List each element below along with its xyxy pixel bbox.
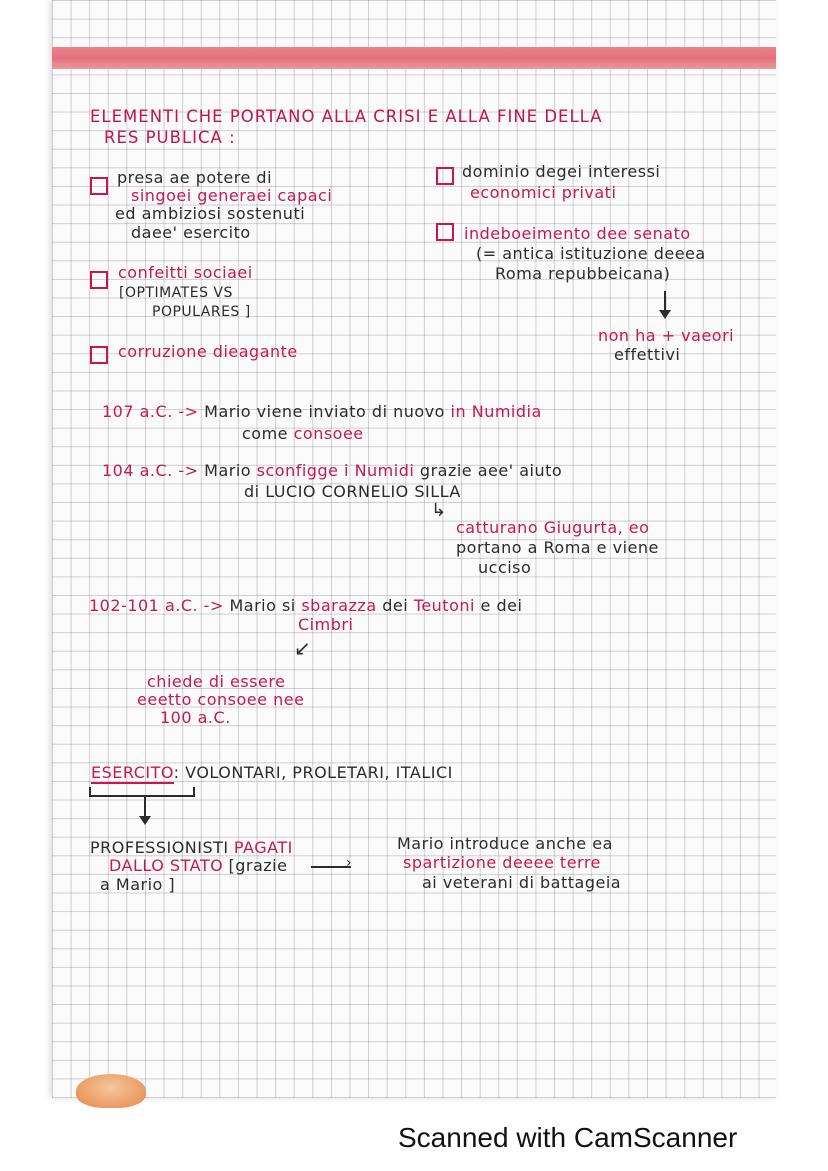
checkbox-senate[interactable] <box>436 223 454 241</box>
checkbox-power[interactable] <box>90 177 108 195</box>
giugurta-2: portano a Roma e viene <box>456 538 659 557</box>
timeline-102-cimbri: Cimbri <box>298 615 354 634</box>
consul-2: eeetto consoee nee <box>137 690 305 709</box>
cause-conflicts-2: [OPTIMATES VS <box>119 285 233 301</box>
checkbox-corruption[interactable] <box>90 346 108 364</box>
notebook-page <box>52 0 776 1098</box>
title-line-2: RES PUBLICA : <box>104 128 236 147</box>
cause-power-3: ed ambiziosi sostenuti <box>115 204 306 223</box>
checkbox-economic[interactable] <box>436 167 454 185</box>
professionals-2: DALLO STATO [grazie <box>109 856 288 875</box>
right-arrow-line <box>311 866 351 868</box>
cause-economic-1: dominio degei interessi <box>462 162 661 181</box>
checkbox-conflicts[interactable] <box>90 271 108 289</box>
timeline-107-cont: come consoee <box>242 424 364 443</box>
giugurta-1: catturano Giugurta, eo <box>456 518 650 537</box>
consul-1: chiede di essere <box>147 672 286 691</box>
timeline-102: 102-101 a.C. -> Mario si sbarazza dei Teutoni e dei <box>89 596 523 615</box>
cause-power-2: singoei generaei capaci <box>131 186 333 205</box>
senate-result-2: effettivi <box>614 345 681 364</box>
cause-senate-2: (= antica istituzione deeea <box>476 244 706 263</box>
timeline-104-cont: di LUCIO CORNELIO SILLA <box>244 482 461 501</box>
consul-3: 100 a.C. <box>160 708 231 727</box>
mario-land-3: ai veterani di battageia <box>422 873 622 892</box>
mario-land-1: Mario introduce anche ea <box>397 834 613 853</box>
corner-arrow-icon: ↳ <box>431 500 447 521</box>
cause-corruption: corruzione dieagante <box>118 342 298 361</box>
finger-thumb <box>76 1074 146 1108</box>
army-line: ESERCITO: VOLONTARI, PROLETARI, ITALICI <box>91 763 453 782</box>
diagonal-arrow-icon: ↙ <box>294 636 312 660</box>
title-line-1: ELEMENTI CHE PORTANO ALLA CRISI E ALLA FINE DELLA <box>90 107 603 126</box>
cause-economic-2: economici privati <box>470 183 617 202</box>
camscanner-watermark: Scanned with CamScanner <box>398 1122 738 1153</box>
cause-conflicts-3: POPULARES ] <box>152 304 251 320</box>
mario-land-2: spartizione deeee terre <box>403 853 601 872</box>
arrow-down-icon <box>664 291 666 317</box>
cause-senate-1: indeboeimento dee senato <box>464 224 691 243</box>
army-bracket-right <box>193 787 195 797</box>
professionals-3: a Mario ] <box>100 875 176 894</box>
cause-power-1: presa ae potere di <box>117 168 273 187</box>
cause-conflicts-1: confeitti sociaei <box>118 263 253 282</box>
senate-result-1: non ha + vaeori <box>598 326 735 345</box>
army-arrow-down-icon <box>144 797 146 823</box>
army-bracket-left <box>89 787 91 797</box>
cause-power-4: daee' esercito <box>131 223 251 242</box>
pink-header-band <box>52 47 776 69</box>
giugurta-3: ucciso <box>478 558 532 577</box>
cause-senate-3: Roma repubbeicana) <box>495 264 671 283</box>
timeline-104: 104 a.C. -> Mario sconfigge i Numidi grazie aee' aiuto <box>102 461 563 480</box>
timeline-107: 107 a.C. -> Mario viene inviato di nuovo in Numidia <box>102 402 542 421</box>
army-bracket <box>89 795 195 797</box>
right-arrow-icon: › <box>346 855 353 871</box>
professionals-1: PROFESSIONISTI PAGATI <box>90 838 293 857</box>
